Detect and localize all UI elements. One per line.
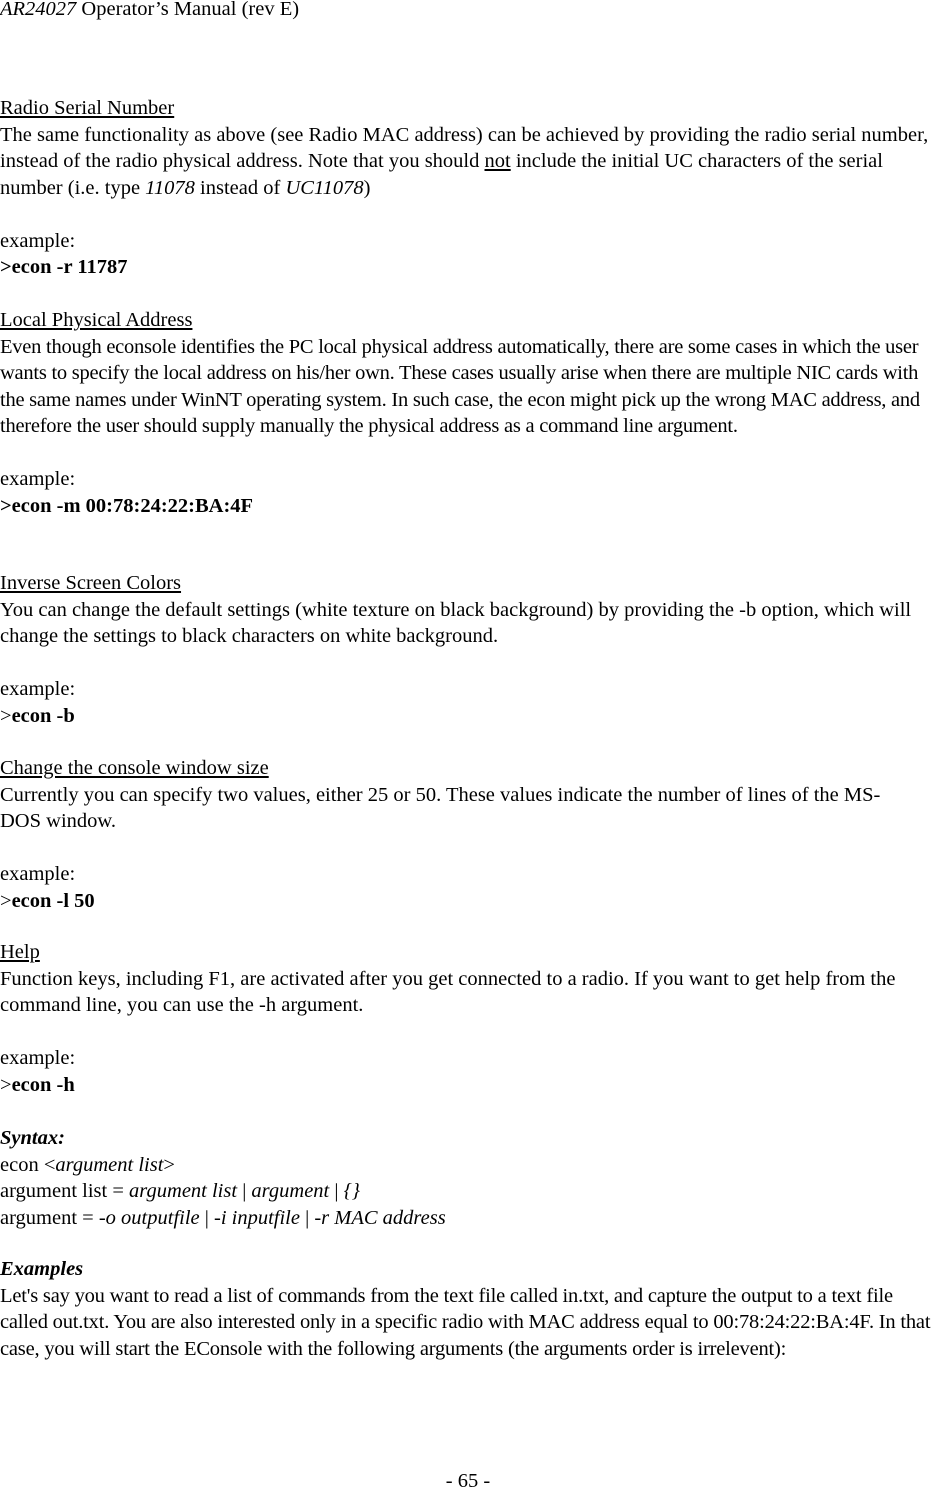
- para-local-address: Even though econsole identifies the PC local physical address automatically, there are some cases in which the user wants to specify the local address on his/her own. These cases usually arise when there are multiple NIC cards with the same names under WinNT operating system. In such case, the econ might pick up the wrong MAC address, and therefore the user should supply manually the physical address as a command line argument.: [0, 335, 920, 437]
- section-examples: [0, 1256, 936, 1362]
- command-econ-m: >econ -m 00:78:24:22:BA:4F: [0, 494, 254, 517]
- command-econ-h: econ -h: [11, 1073, 75, 1096]
- section-help: [0, 939, 936, 1098]
- prompt: >: [0, 889, 12, 912]
- prompt: >: [0, 704, 12, 727]
- page-number: - 65 -: [445, 1470, 491, 1492]
- syntax-separator: |: [237, 1180, 252, 1202]
- section-local-address: [0, 307, 936, 519]
- heading-examples: Examples: [0, 1258, 84, 1280]
- doc-title: Operator’s Manual (rev E): [81, 0, 300, 20]
- syntax-term: -o outputfile: [98, 1206, 200, 1229]
- example-label: example:: [0, 1047, 76, 1069]
- command-econ-r: >econ -r 11787: [0, 256, 128, 278]
- command-line-econ-b: [0, 703, 936, 730]
- example-label: example:: [0, 229, 76, 252]
- para-examples: Let's say you want to read a list of commands from the text file called in.txt, and capture the output to a text file called out.txt. You are also interested only in a specific radio with MAC address equal to 00:78:24:22:BA:4F. In that case, you will start the EConsole with the following arguments (the arguments order is irrelevent):: [0, 1284, 931, 1360]
- command-line-econ-h: [0, 1072, 936, 1099]
- heading-window-size: Change the console window size: [0, 757, 269, 779]
- syntax-term: argument list: [55, 1153, 164, 1176]
- doc-id: AR24027: [0, 0, 77, 20]
- serial-example-full: UC11078: [285, 176, 364, 199]
- section-window-size: [0, 755, 936, 914]
- para-help: Function keys, including F1, are activated after you get connected to a radio. If you want to get help from the command line, you can use the -h argument.: [0, 967, 896, 1016]
- syntax-text: econ <: [0, 1153, 56, 1176]
- para-text: ): [363, 176, 371, 199]
- syntax-term: argument list: [129, 1180, 238, 1202]
- command-econ-l: econ -l 50: [11, 889, 95, 912]
- para-window-size: Currently you can specify two values, either 25 or 50. These values indicate the number of lines of the MS-DOS window.: [0, 783, 881, 832]
- syntax-line-3: [0, 1205, 936, 1232]
- running-header: [0, 0, 299, 23]
- syntax-term: {}: [343, 1180, 361, 1202]
- syntax-term: argument: [251, 1180, 330, 1202]
- syntax-separator: |: [299, 1206, 315, 1229]
- syntax-line-2: [0, 1178, 936, 1205]
- syntax-separator: |: [199, 1206, 214, 1229]
- emphasis-not: not: [484, 150, 511, 172]
- syntax-term: -i inputfile: [214, 1206, 300, 1229]
- syntax-text: argument list =: [0, 1180, 130, 1202]
- example-label: example:: [0, 863, 76, 885]
- syntax-separator: |: [329, 1180, 344, 1202]
- para-inverse-colors: You can change the default settings (white texture on black background) by providing the -b option, which will change the settings to black characters on white background.: [0, 598, 912, 647]
- section-radio-serial: [0, 95, 936, 281]
- heading-local-address: Local Physical Address: [0, 309, 193, 331]
- prompt: >: [0, 1073, 12, 1096]
- section-inverse-colors: [0, 570, 936, 729]
- heading-syntax: Syntax:: [0, 1127, 65, 1149]
- heading-radio-serial: Radio Serial Number: [0, 97, 175, 119]
- para-radio-serial: [0, 122, 936, 202]
- serial-example-short: 11078: [145, 176, 195, 199]
- heading-help: Help: [0, 941, 40, 963]
- section-syntax: [0, 1125, 936, 1231]
- command-line-econ-l: [0, 888, 936, 915]
- command-econ-b: econ -b: [11, 704, 75, 727]
- heading-inverse-colors: Inverse Screen Colors: [0, 572, 182, 594]
- syntax-text: >: [163, 1153, 175, 1176]
- para-text: instead of: [194, 176, 286, 199]
- para-text: include the initial UC characters of the serial number (i.e. type: [0, 150, 883, 199]
- syntax-line-1: [0, 1152, 936, 1179]
- para-text: The same functionality as above (see Radio MAC address) can be achieved by providing the radio serial number, instead of the radio physical address. Note that you should: [0, 123, 929, 172]
- example-label: example:: [0, 468, 76, 490]
- syntax-text: argument =: [0, 1206, 99, 1229]
- example-label: example:: [0, 678, 76, 700]
- syntax-term: -r MAC address: [314, 1206, 446, 1229]
